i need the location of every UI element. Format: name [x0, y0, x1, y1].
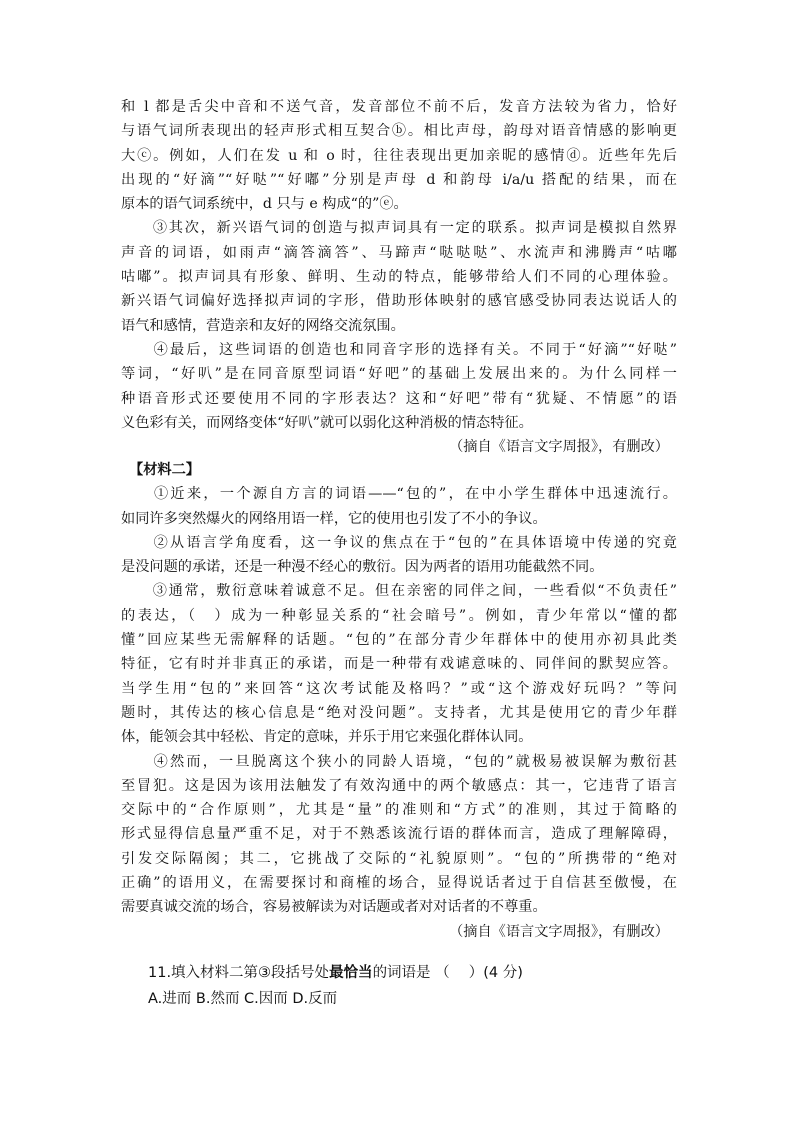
text-line: 种语音形式还要使用不同的字形表达？这和“好吧”带有“犹疑、不情愿”的语 [121, 390, 677, 407]
text-line: 和 l 都是舌尖中音和不送气音，发音部位不前不后，发音方法较为省力，恰好 [121, 99, 677, 115]
text-line: ③通常，敷衍意味着诚意不足。但在亲密的同伴之间，一些看似“不负责任” [121, 583, 677, 600]
source-citation: （摘自《语言文字周报》，有删改） [449, 439, 669, 456]
text-line: 体，能领会其中轻松、肯定的意味，并乐于用它来强化群体认同。 [121, 729, 533, 746]
text-line: 引发交际隔阂；其二，它挑战了交际的“礼貌原则”。“包的”所携带的“绝对 [121, 850, 677, 867]
text-line: 题时，其传达的核心信息是“绝对没问题”。支持者，尤其是使用它的青少年群 [121, 704, 677, 721]
text-line: 是没问题的承诺，还是一种漫不经心的敷衍。因为两者的语用功能截然不同。 [121, 559, 604, 576]
text-line: 形式显得信息量严重不足，对于不熟悉该流行语的群体而言，造成了理解障碍， [121, 826, 677, 843]
text-line: 声音的词语，如雨声“滴答滴答”、马蹄声“哒哒哒”、水流声和沸腾声“咕嘟 [121, 244, 677, 261]
material-two [121, 458, 677, 944]
question-11 [148, 960, 708, 1012]
text-line: 出现的“好滴”“好哒”“好嘟”分别是声母 d 和韵母 i/a/u 搭配的结果，而在 [121, 171, 677, 188]
question-emphasis: 最恰当 [329, 965, 373, 981]
text-line: ②从语言学角度看，这一争议的焦点在于“包的”在具体语境中传递的究竟 [121, 534, 677, 551]
text-line: ③其次，新兴语气词的创造与拟声词具有一定的联系。拟声词是模拟自然界 [121, 220, 677, 237]
text-line: 懂”回应某些无需解释的话题。“包的”在部分青少年群体中的使用亦初具此类 [121, 632, 677, 649]
text-line: 特征，它有时并非真正的承诺，而是一种带有戏谑意味的、同伴间的默契应答。 [121, 656, 677, 673]
text-line: 原本的语气词系统中，d 只与 e 构成“的”ⓔ。 [121, 196, 408, 213]
text-line: 咕嘟”。拟声词具有形象、鲜明、生动的特点，能够带给人们不同的心理体验。 [121, 269, 677, 286]
source-citation: （摘自《语言文字周报》，有删改） [449, 923, 669, 940]
text-line: 义色彩有关，而网络变体“好叭”就可以弱化这种消极的情态特征。 [121, 414, 533, 431]
text-line: 交际中的“合作原则”，尤其是“量”的准则和“方式”的准则，其过于简略的 [121, 802, 677, 819]
text-line: 如同许多突然爆火的网络用语一样，它的使用也引发了不小的争议。 [121, 510, 547, 527]
material-one-tail [121, 95, 677, 459]
text-line: 当学生用“包的”来回答“这次考试能及格吗？”或“这个游戏好玩吗？”等问 [121, 680, 677, 697]
text-line: 语气和感情，营造亲和友好的网络交流氛围。 [121, 317, 405, 334]
question-prefix: 11.填入材料二第③段括号处 [148, 965, 330, 981]
question-options: A.进而 B.然而 C.因而 D.反而 [148, 991, 338, 1007]
text-line: 正确”的语用义，在需要探讨和商榷的场合，显得说话者过于自信甚至傲慢，在 [121, 875, 677, 892]
text-line: 与语气词所表现出的轻声形式相互契合ⓑ。相比声母，韵母对语音情感的影响更 [121, 123, 677, 140]
text-line: 等词，“好叭”是在同音原型词语“好吧”的基础上发展出来的。为什么同样一 [121, 366, 677, 383]
text-line: 需要真诚交流的场合，容易被解读为对话题或者对对话者的不尊重。 [121, 899, 547, 916]
text-line: ④最后，这些词语的创造也和同音字形的选择有关。不同于“好滴”“好哒” [121, 341, 677, 358]
text-line: ①近来，一个源自方言的词语——“包的”，在中小学生群体中迅速流行。 [121, 486, 677, 503]
text-line: 大ⓒ。例如，人们在发 u 和 o 时，往往表现出更加亲昵的感情ⓓ。近些年先后 [121, 147, 677, 164]
text-line: 至冒犯。这是因为该用法触发了有效沟通中的两个敏感点：其一，它违背了语言 [121, 777, 677, 794]
text-line: ④然而，一旦脱离这个狭小的同龄人语境，“包的”就极易被误解为敷衍甚 [121, 753, 677, 770]
question-stem [148, 960, 708, 986]
text-line: 的表达，（ ）成为一种彰显关系的“社会暗号”。例如，青少年常以“懂的都 [121, 607, 677, 624]
section-heading: 【材料二】 [129, 462, 200, 478]
text-line: 新兴语气词偏好选择拟声词的字形，借助形体映射的感官感受协同表达说话人的 [121, 293, 677, 310]
question-suffix: 的词语是 （ ）(4 分) [372, 965, 523, 981]
